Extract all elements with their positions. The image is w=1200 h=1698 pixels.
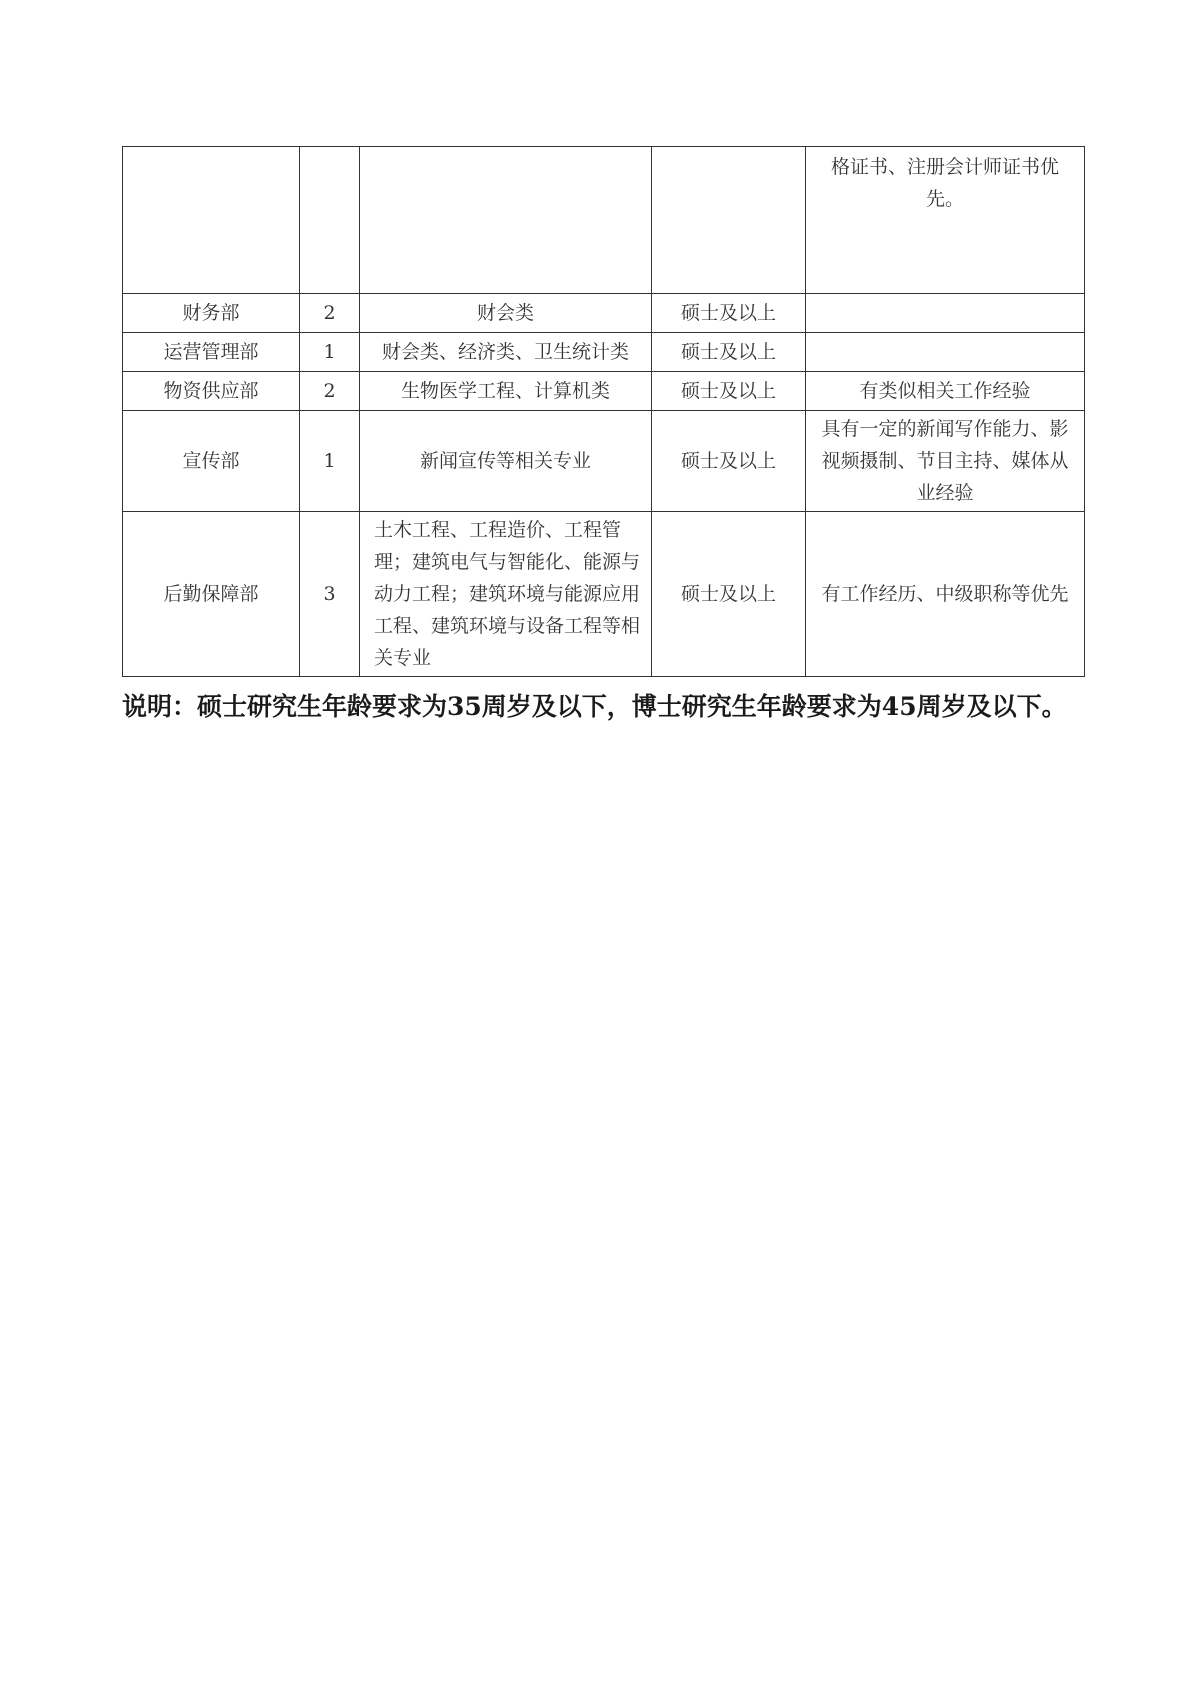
count-cell: 1 — [300, 333, 360, 372]
count-cell: 2 — [300, 372, 360, 411]
table-row — [123, 512, 1085, 677]
degree-cell: 硕士及以上 — [652, 372, 806, 411]
degree-cell: 硕士及以上 — [652, 512, 806, 677]
degree-cell: 硕士及以上 — [652, 333, 806, 372]
age-requirement-note: 说明：硕士研究生年龄要求为35周岁及以下，博士研究生年龄要求为45周岁及以下。 — [122, 692, 1067, 721]
table-row — [123, 411, 1085, 512]
table-row — [123, 333, 1085, 372]
count-cell: 2 — [300, 294, 360, 333]
degree-cell: 硕士及以上 — [652, 294, 806, 333]
recruitment-table — [122, 146, 1085, 677]
count-cell — [300, 147, 360, 294]
dept-cell — [123, 147, 300, 294]
major-cell: 土木工程、工程造价、工程管理；建筑电气与智能化、能源与动力工程；建筑环境与能源应用工程、建筑环境与设备工程等相关专业 — [360, 512, 652, 677]
requirement-cell: 格证书、注册会计师证书优先。 — [806, 147, 1085, 294]
requirement-cell — [806, 333, 1085, 372]
requirement-cell: 有类似相关工作经验 — [806, 372, 1085, 411]
dept-cell: 后勤保障部 — [123, 512, 300, 677]
requirement-cell: 有工作经历、中级职称等优先 — [806, 512, 1085, 677]
requirement-cell: 具有一定的新闻写作能力、影视频摄制、节目主持、媒体从业经验 — [806, 411, 1085, 512]
dept-cell: 财务部 — [123, 294, 300, 333]
dept-cell: 宣传部 — [123, 411, 300, 512]
table-row — [123, 372, 1085, 411]
table-row — [123, 147, 1085, 294]
major-cell — [360, 147, 652, 294]
count-cell: 3 — [300, 512, 360, 677]
major-cell: 生物医学工程、计算机类 — [360, 372, 652, 411]
dept-cell: 物资供应部 — [123, 372, 300, 411]
count-cell: 1 — [300, 411, 360, 512]
degree-cell: 硕士及以上 — [652, 411, 806, 512]
major-cell: 财会类、经济类、卫生统计类 — [360, 333, 652, 372]
dept-cell: 运营管理部 — [123, 333, 300, 372]
major-cell: 新闻宣传等相关专业 — [360, 411, 652, 512]
table-row — [123, 294, 1085, 333]
requirement-cell — [806, 294, 1085, 333]
major-cell: 财会类 — [360, 294, 652, 333]
degree-cell — [652, 147, 806, 294]
